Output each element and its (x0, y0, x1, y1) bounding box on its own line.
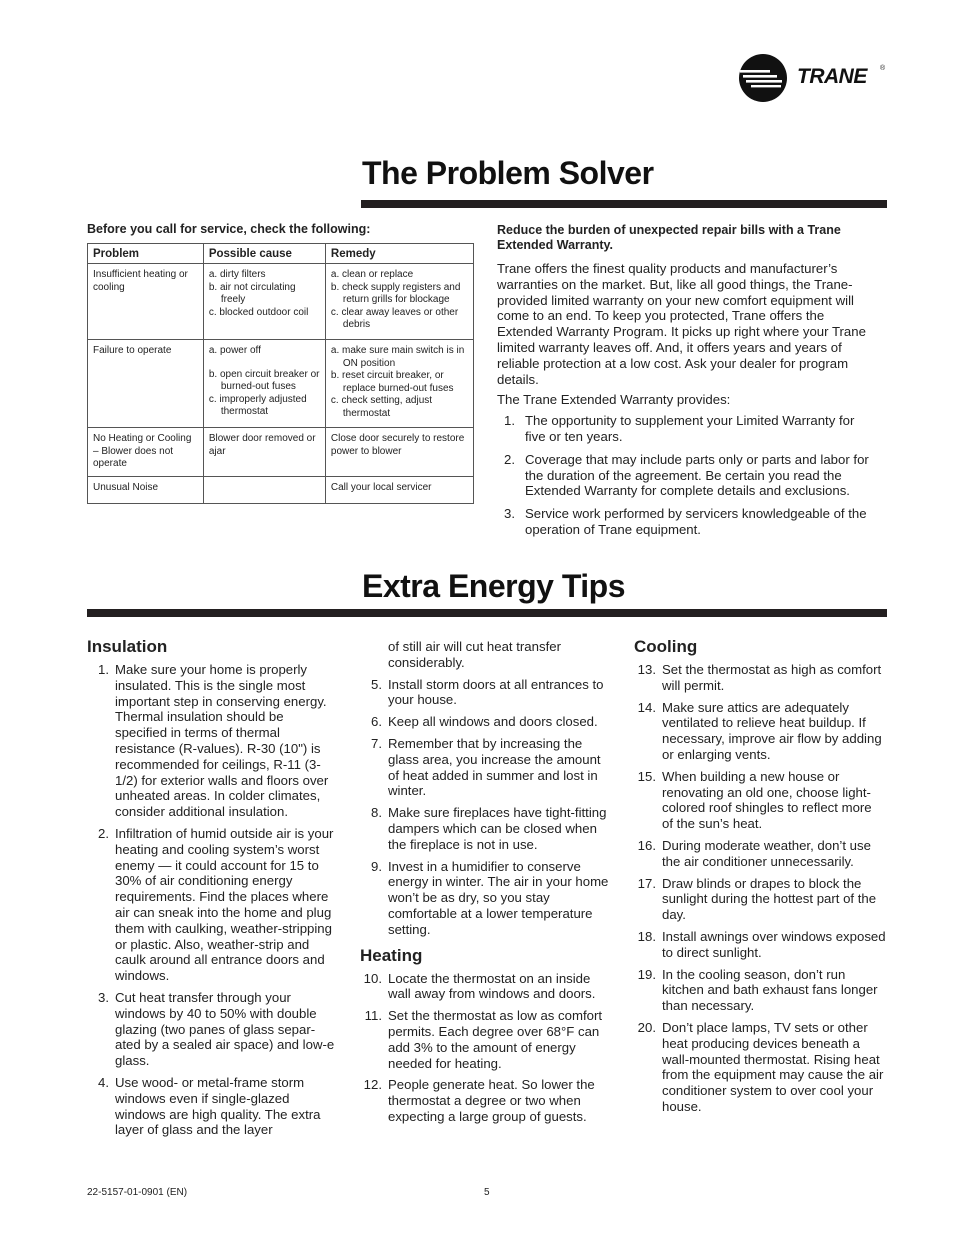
list-item-continued: of still air will cut heat transfer considerably. (388, 639, 561, 670)
list-item: 13. Set the thermostat as high as comfort will permit. (637, 662, 882, 693)
tips-list (87, 662, 339, 1138)
table-row (88, 428, 474, 477)
list-item: 8. Make sure fireplaces have tight-fitting dampers which can be closed when the fireplace is not in use. (371, 805, 607, 852)
list-item: 10. Locate the thermostat on an inside wall away from windows and doors. (363, 970, 596, 1002)
tips-list (634, 662, 886, 1115)
table-row (88, 264, 474, 340)
list-item: 19. In the cooling season, don’t run kitchen and bath exhaust fans longer than necessary. (637, 966, 878, 1014)
cause-cell: Blower door removed or ajar (203, 428, 325, 477)
remedy-cell: Call your local servicer (325, 477, 473, 504)
problem-table (87, 243, 474, 504)
middle-column (360, 639, 612, 1131)
list-item: 1. Make sure your home is properly insulated. This is the single most important step in conserving energy. Thermal insulation should be specified in terms of thermal resistance (R-values). R-30 (10") is recommended for ceilings, R-11 (3-1/2) for exterior walls and floors over unheated areas. In colder climates, consider additional insulation. (98, 662, 329, 820)
list-item: c. blocked outdoor coil (208, 306, 309, 318)
list-item: 3. Cut heat transfer through your windows by 40 to 50% with double glazing (two panes of glass separ-ated by a sealed air space) and low-e glass. (98, 989, 335, 1069)
document-code: 22-5157-01-0901 (EN) (87, 1187, 188, 1198)
energy-tips-title: Extra Energy Tips (362, 568, 626, 604)
list-item: 12. People generate heat. So lower the thermostat a degree or two when expecting a large group of guests. (363, 1077, 595, 1124)
column-header: Remedy (325, 244, 473, 264)
registered-mark: ® (880, 65, 886, 72)
list-item: 17. Draw blinds or drapes to block the sunlight during the hottest part of the day. (637, 875, 877, 923)
list-item: 9. Invest in a humidifier to conserve energy in winter. The air in your home won’t be as dry, so you stay comfortable at a lower temperature setting. (371, 858, 609, 937)
warranty-heading: Reduce the burden of unexpected repair bills with a Trane Extended Warranty. (497, 223, 841, 252)
list-item: 2. Infiltration of humid outside air is your heating and cooling system’s worst enemy — it could account for 15 to 30% of air conditioning energy requirements. Find the places where air can sneak into the home and plug them with caulking, weather-stripping or plastic. Also, weather-strip and caulk around all entrance doors and windows. (98, 825, 334, 984)
list-item: 15. When building a new house or renovating an old one, choose light-colored roof shingles to reflect more of the sun’s heat. (637, 768, 872, 832)
table-row (88, 477, 474, 504)
insulation-column (87, 637, 339, 1144)
list-item: 6. Keep all windows and doors closed. (371, 714, 598, 730)
trane-logo (737, 53, 897, 103)
list-item: 7. Remember that by increasing the glass area, you increase the amount of heat added in summer and lost in winter. (371, 735, 601, 799)
cause-cell (203, 477, 325, 504)
list-item: c. improperly adjusted thermostat (208, 393, 307, 417)
list-item: 11. Set the thermostat as low as comfort permits. Each degree over 68°F can add 3% to the amount of energy needed for heating. (364, 1008, 603, 1071)
problem-cell: Insufficient heating or cooling (88, 264, 204, 340)
remedy-cell: Close door securely to restore power to blower (325, 428, 473, 477)
list-item: b. check supply registers and return grills for blockage (330, 281, 461, 305)
cause-cell (203, 264, 325, 340)
problem-cell: Unusual Noise (88, 477, 204, 504)
column-header: Possible cause (203, 244, 325, 264)
table-row (88, 340, 474, 428)
list-item: 18. Install awnings over windows exposed to direct sunlight. (637, 928, 886, 960)
title-rule (87, 609, 887, 617)
list-item: 5. Install storm doors at all entrances to your house. (371, 676, 604, 708)
trane-logo-icon (737, 53, 789, 103)
list-item: a. clean or replace (330, 269, 414, 280)
list-item: 20. Don’t place lamps, TV sets or other heat producing devices beneath a wall-mounted thermostat. Rising heat from the equipment may cause the air conditioner system to over cool your house. (637, 1019, 884, 1114)
list-item: b. open circuit breaker or burned-out fuses (208, 368, 320, 392)
tips-list (360, 639, 612, 938)
table-header-row (88, 244, 474, 264)
problem-solver-title: The Problem Solver (362, 155, 654, 191)
column-header: Problem (88, 244, 204, 264)
title-rule (361, 200, 887, 208)
list-item: 2. Coverage that may include parts only or parts and labor for the duration of the agreement. Be certain you read the Extended Warranty for complete details and exclusions. (504, 451, 869, 499)
tips-list (360, 971, 612, 1125)
list-item: c. clear away leaves or other debris (330, 306, 459, 330)
warranty-provides-label: The Trane Extended Warranty provides: (497, 392, 731, 408)
list-item: 1. The opportunity to supplement your Limited Warranty for five or ten years. (504, 413, 855, 444)
list-item: c. check setting, adjust thermostat (330, 395, 433, 419)
brand-wordmark: TRANE (797, 65, 867, 88)
problem-cell: Failure to operate (88, 340, 204, 428)
insulation-heading: Insulation (87, 637, 168, 656)
list-item: a. make sure main switch is in ON position (330, 345, 465, 369)
list-item: 16. During moderate weather, don’t use the air conditioner unnecessarily. (637, 837, 871, 869)
list-item: 4. Use wood- or metal-frame storm windows even if single-glazed windows are high quality. The extra layer of glass and the layer (98, 1074, 321, 1138)
remedy-cell (325, 264, 473, 340)
cause-cell (203, 340, 325, 428)
list-item: a. power off (208, 345, 261, 356)
cooling-heading: Cooling (634, 637, 698, 656)
warranty-paragraph: Trane offers the finest quality products and manufacturer’s warranties on the market. But, like all good things, the Trane-provided limited warranty on your new comfort equipment will come to an end. To keep you protected, Trane offers the Extended Warranty Program. It picks up right where your Trane limited warranty leaves off. And, it offers years and years of reliable protection at a low cost. Ask your dealer for program details. (497, 261, 866, 387)
list-item: 14. Make sure attics are adequately ventilated to relieve heat buildup. If necessary, improve air flow by adding or enlarging vents. (637, 699, 882, 762)
page-number: 5 (484, 1187, 490, 1198)
warranty-list (497, 413, 877, 538)
cooling-column (634, 637, 886, 1121)
remedy-cell (325, 340, 473, 428)
checklist-heading: Before you call for service, check the following: (87, 222, 371, 236)
warranty-section (497, 223, 877, 545)
heating-heading: Heating (360, 945, 423, 965)
problem-cell: No Heating or Cooling – Blower does not operate (88, 428, 204, 477)
list-item: 3. Service work performed by servicers knowledgeable of the operation of Trane equipment. (504, 506, 867, 537)
list-item: a. dirty filters (208, 269, 266, 280)
list-item: b. reset circuit breaker, or replace burned-out fuses (330, 370, 454, 394)
list-item: b. air not circulating freely (208, 281, 296, 305)
